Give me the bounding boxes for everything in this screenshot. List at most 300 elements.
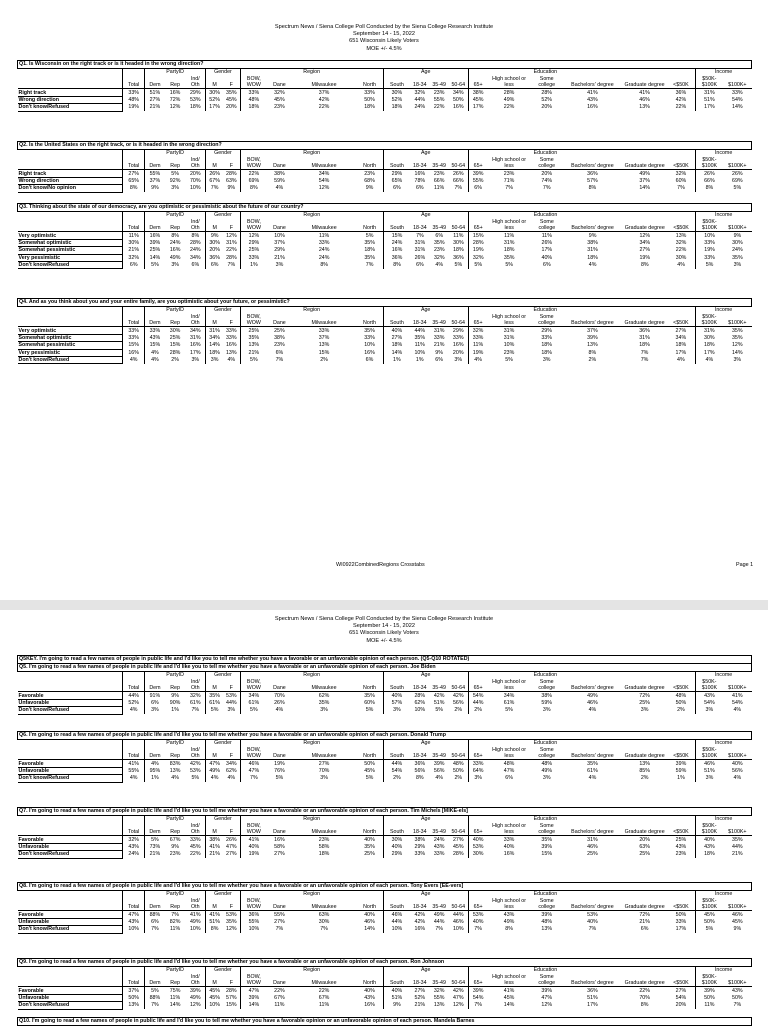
- blank-cell: [667, 307, 695, 315]
- cell-value: 28%: [468, 239, 487, 246]
- cell-value: 41%: [123, 760, 145, 767]
- cell-value: 17%: [675, 926, 687, 933]
- cell-value: 49%: [639, 170, 650, 177]
- question-title: Q5. I'm going to read a few names of people in public life and I'd like you to tell me whether you have a favorable or an unfavorable opinion of each person. Joe Biden: [18, 664, 752, 672]
- col-header: 18-34: [410, 76, 429, 89]
- cell-value: 4%: [733, 775, 742, 782]
- cell-value: 43%: [503, 911, 515, 918]
- cell-value: 19%: [274, 760, 285, 767]
- col-header: <$50K: [667, 823, 695, 836]
- cell-value: 3%: [542, 357, 551, 364]
- cell-value: 4%: [435, 262, 444, 269]
- cell-value: 36%: [383, 254, 410, 261]
- cell-value: 3%: [542, 707, 551, 714]
- cell-value: 31%: [206, 327, 223, 334]
- cell-value: 33%: [240, 89, 267, 96]
- row-label: Unfavorable: [18, 843, 123, 850]
- cell-value: 70%: [639, 994, 650, 1001]
- group-age: Age: [383, 672, 468, 680]
- cell-value: 34%: [639, 239, 651, 246]
- cell-value: 5%: [468, 261, 487, 268]
- col-header: Rep: [165, 823, 185, 836]
- cell-value: 44%: [468, 699, 487, 706]
- cell-value: 30%: [695, 334, 723, 341]
- cell-value: 34%: [318, 170, 330, 177]
- question-title: Q8. I'm going to read a few names of people in public life and I'd like you to tell me whether you have a favorable or an unfavorable opinion of each person. Tony Evers [EE-vers]: [18, 883, 752, 891]
- cell-value: 67%: [274, 994, 285, 1001]
- cell-value: 1%: [144, 775, 164, 782]
- blank-cell: [18, 219, 123, 232]
- question-row: [18, 142, 752, 150]
- group-header-row: [18, 212, 752, 220]
- cell-value: 3%: [275, 262, 284, 269]
- cell-value: 60%: [364, 699, 375, 706]
- cell-value: 40%: [503, 843, 515, 850]
- row-label: Right track: [18, 170, 123, 177]
- cell-value: 46%: [452, 918, 464, 925]
- group-income: Income: [695, 967, 751, 975]
- blank-cell: [18, 823, 123, 836]
- col-header: Ind/ Oth: [185, 219, 205, 232]
- cell-value: 42%: [452, 987, 464, 994]
- col-header: Total: [123, 747, 145, 760]
- cell-value: 36%: [240, 911, 267, 918]
- cell-value: 34%: [452, 89, 464, 96]
- col-header: Milwaukee: [292, 219, 357, 232]
- cell-value: 33%: [225, 334, 237, 341]
- cell-value: 49%: [169, 254, 181, 261]
- col-header: Some college: [531, 157, 563, 170]
- cell-value: 6%: [206, 261, 223, 268]
- cell-value: 50%: [675, 911, 687, 918]
- cell-value: 15%: [541, 851, 553, 858]
- col-header: 50-64: [449, 679, 468, 692]
- group-header-row: [18, 740, 752, 748]
- cell-value: 44%: [433, 918, 445, 925]
- cell-value: 3%: [454, 357, 463, 364]
- group-education: Education: [468, 816, 622, 824]
- cell-value: 21%: [123, 247, 145, 254]
- cell-value: 35%: [414, 334, 426, 341]
- col-header: Dane: [267, 76, 292, 89]
- cell-value: 5%: [144, 261, 164, 268]
- cell-value: 6%: [435, 232, 444, 239]
- col-header: Dane: [267, 219, 292, 232]
- col-header: North: [356, 219, 383, 232]
- group-education: Education: [468, 740, 622, 748]
- col-header: Some college: [531, 974, 563, 987]
- next-question-table: [17, 1017, 752, 1026]
- blank-cell: [18, 967, 123, 975]
- col-header: Total: [123, 219, 145, 232]
- cell-value: 7%: [677, 185, 685, 192]
- cell-value: 15%: [468, 232, 487, 239]
- cell-value: 95%: [144, 767, 164, 774]
- cell-value: 55%: [123, 767, 145, 774]
- cell-value: 33%: [468, 334, 487, 341]
- cell-value: 30%: [318, 918, 330, 925]
- cell-value: 34%: [226, 760, 237, 767]
- cell-value: 43%: [732, 987, 743, 994]
- cell-value: 48%: [675, 692, 687, 699]
- col-header: Dem: [144, 898, 164, 911]
- cell-value: 78%: [414, 177, 426, 184]
- cell-value: 26%: [452, 170, 464, 177]
- col-header: 18-34: [410, 314, 429, 327]
- poll-title: Spectrum News / Siena College Poll Conducted by the Siena College Research Institute: [274, 24, 494, 30]
- cell-value: 7%: [144, 926, 164, 933]
- cell-value: 9%: [733, 232, 742, 239]
- cell-value: 38%: [587, 239, 598, 246]
- col-header: 65+: [468, 76, 487, 89]
- col-header: High school or less: [488, 157, 531, 170]
- cell-value: 13%: [587, 342, 598, 349]
- cell-value: 49%: [503, 96, 515, 103]
- cell-value: 3%: [320, 707, 328, 714]
- cell-value: 27%: [452, 836, 464, 843]
- cell-value: 85%: [639, 767, 650, 774]
- cell-value: 53%: [587, 911, 598, 918]
- cell-value: 29%: [240, 239, 267, 246]
- cell-value: 38%: [206, 836, 223, 843]
- cell-value: 3%: [383, 707, 410, 714]
- poll-sample: 651 Wisconsin Likely Voters: [349, 630, 419, 637]
- cell-value: 61%: [189, 699, 201, 706]
- cell-value: 9%: [227, 185, 236, 192]
- col-header: 35-49: [430, 219, 449, 232]
- cell-value: 11%: [504, 232, 515, 239]
- question-title: Q1. Is Wisconsin on the right track or is it headed in the wrong direction?: [18, 61, 752, 69]
- cell-value: 7%: [733, 1002, 742, 1009]
- col-header: Bachelors' degree: [563, 747, 622, 760]
- cell-value: 3%: [733, 262, 742, 269]
- cell-value: 28%: [452, 851, 464, 858]
- cell-value: 22%: [433, 104, 445, 111]
- cell-value: 24%: [318, 254, 330, 261]
- cell-value: 29%: [414, 843, 426, 850]
- cell-value: 6%: [640, 926, 649, 933]
- col-header: High school or less: [488, 314, 531, 327]
- cell-value: 17%: [189, 349, 201, 356]
- cell-value: 33%: [225, 327, 237, 334]
- col-header: Rep: [165, 974, 185, 987]
- cell-value: 31%: [695, 327, 723, 334]
- cell-value: 27%: [274, 851, 285, 858]
- row-label: Wrong direction: [18, 177, 123, 184]
- group-education: Education: [468, 672, 622, 680]
- cell-value: 62%: [318, 692, 330, 699]
- cell-value: 22%: [639, 987, 650, 994]
- col-header: Some college: [531, 219, 563, 232]
- poll-sample: 651 Wisconsin Likely Voters: [349, 38, 419, 45]
- cell-value: 11%: [170, 994, 181, 1001]
- cell-value: 47%: [123, 911, 145, 918]
- cell-value: 4%: [144, 356, 164, 363]
- cell-value: 71%: [503, 177, 515, 184]
- group-region: Region: [240, 891, 383, 899]
- cell-value: 10%: [206, 1002, 223, 1009]
- col-header: BOW, WOW: [240, 974, 267, 987]
- group-gender: Gender: [206, 816, 240, 824]
- col-header: 50-64: [449, 219, 468, 232]
- cell-value: 70%: [189, 177, 201, 184]
- cell-value: 69%: [240, 177, 267, 184]
- table-row: [18, 775, 752, 782]
- cell-value: 4%: [588, 775, 597, 782]
- group-income: Income: [695, 891, 751, 899]
- cell-value: 16%: [169, 89, 181, 96]
- cell-value: 12%: [639, 232, 651, 239]
- cell-value: 45%: [732, 918, 743, 925]
- cell-value: 45%: [695, 911, 723, 918]
- cell-value: 39%: [433, 760, 445, 767]
- cell-value: 25%: [639, 851, 650, 858]
- cell-value: 26%: [541, 239, 553, 246]
- col-header: Rep: [165, 747, 185, 760]
- col-header: 18-34: [410, 974, 429, 987]
- cell-value: 8%: [640, 1002, 649, 1009]
- cell-value: 4%: [227, 775, 236, 782]
- cell-value: 37%: [274, 239, 285, 246]
- cell-value: 35%: [541, 836, 553, 843]
- cell-value: 34%: [240, 692, 267, 699]
- col-header: BOW, WOW: [240, 679, 267, 692]
- table-row: [18, 767, 752, 774]
- cell-value: 33%: [503, 836, 515, 843]
- cell-value: 83%: [169, 760, 181, 767]
- cell-value: 6%: [191, 262, 200, 269]
- cell-value: 16%: [144, 232, 164, 239]
- cell-value: 11%: [453, 232, 464, 239]
- group-age: Age: [383, 967, 468, 975]
- col-header: South: [383, 747, 410, 760]
- cell-value: 39%: [541, 843, 553, 850]
- cell-value: 23%: [318, 836, 330, 843]
- cell-value: 35%: [732, 254, 743, 261]
- cell-value: 16%: [503, 851, 515, 858]
- cell-value: 46%: [639, 96, 650, 103]
- poll-dates: September 14 - 15, 2022: [353, 31, 415, 38]
- group-header-row: [18, 69, 752, 77]
- col-header: High school or less: [488, 823, 531, 836]
- col-header: 65+: [468, 157, 487, 170]
- col-header: Milwaukee: [292, 823, 357, 836]
- col-header: Rep: [165, 898, 185, 911]
- cell-value: 13%: [433, 1002, 445, 1009]
- cell-value: 46%: [364, 918, 375, 925]
- group-party: PartyID: [144, 740, 205, 748]
- col-header: High school or less: [488, 76, 531, 89]
- cell-value: 18%: [206, 349, 223, 356]
- cell-value: 7%: [468, 926, 487, 933]
- col-header: Graduate degree: [622, 898, 667, 911]
- cell-value: 20%: [452, 349, 464, 356]
- blank-cell: [18, 891, 123, 899]
- cell-value: 49%: [433, 911, 445, 918]
- cell-value: 1%: [383, 356, 410, 363]
- cell-value: 17%: [587, 1002, 598, 1009]
- cell-value: 15%: [144, 342, 164, 349]
- col-header: Bachelors' degree: [563, 974, 622, 987]
- cell-value: 17%: [468, 104, 487, 111]
- cell-value: 8%: [123, 185, 145, 192]
- cell-value: 2%: [320, 357, 328, 364]
- row-label: Favorable: [18, 987, 123, 994]
- cell-value: 20%: [226, 104, 237, 111]
- col-header: 50-64: [449, 898, 468, 911]
- cell-value: 14%: [364, 926, 375, 933]
- subheader-row: [18, 679, 752, 692]
- cell-value: 33%: [452, 334, 464, 341]
- cell-value: 21%: [206, 851, 223, 858]
- cell-value: 2%: [454, 707, 463, 714]
- cell-value: 22%: [318, 987, 330, 994]
- cell-value: 27%: [318, 760, 330, 767]
- table-row: [18, 327, 752, 334]
- crosstab-3: [17, 807, 752, 859]
- question-title: Q7. I'm going to read a few names of people in public life and I'd like you to tell me whether you have a favorable or an unfavorable opinion of each person. Tim Michels [MIKE-els]: [18, 808, 752, 816]
- cell-value: 38%: [414, 836, 426, 843]
- col-header: F: [223, 314, 240, 327]
- blank-cell: [123, 150, 145, 158]
- cell-value: 40%: [364, 911, 375, 918]
- cell-value: 12%: [226, 232, 237, 239]
- cell-value: 47%: [541, 994, 553, 1001]
- cell-value: 16%: [452, 342, 464, 349]
- cell-value: 25%: [675, 836, 687, 843]
- cell-value: 24%: [433, 836, 445, 843]
- cell-value: 26%: [206, 170, 223, 177]
- blank-cell: [667, 212, 695, 220]
- col-header: High school or less: [488, 898, 531, 911]
- cell-value: 16%: [364, 349, 375, 356]
- col-header: Rep: [165, 76, 185, 89]
- col-header: South: [383, 823, 410, 836]
- cell-value: 10%: [452, 926, 464, 933]
- col-header: F: [223, 898, 240, 911]
- cell-value: 47%: [226, 843, 237, 850]
- cell-value: 35%: [503, 254, 515, 261]
- cell-value: 53%: [189, 96, 201, 103]
- col-header: $100K+: [723, 679, 751, 692]
- cell-value: 30%: [123, 239, 145, 246]
- cell-value: 4%: [123, 775, 145, 782]
- cell-value: 26%: [226, 836, 237, 843]
- page-2: [0, 610, 768, 1024]
- col-header: M: [206, 823, 223, 836]
- col-header: High school or less: [488, 747, 531, 760]
- cell-value: 73%: [144, 843, 164, 850]
- group-gender: Gender: [206, 69, 240, 77]
- cell-value: 45%: [364, 767, 375, 774]
- crosstab-5: [17, 958, 752, 1010]
- cell-value: 54%: [732, 96, 743, 103]
- cell-value: 23%: [503, 170, 515, 177]
- cell-value: 54%: [675, 994, 687, 1001]
- cell-value: 33%: [695, 239, 723, 246]
- cell-value: 48%: [123, 96, 145, 103]
- cell-value: 5%: [144, 987, 164, 994]
- cell-value: 5%: [275, 775, 284, 782]
- group-education: Education: [468, 891, 622, 899]
- blank-cell: [18, 974, 123, 987]
- col-header: Graduate degree: [622, 76, 667, 89]
- cell-value: 18%: [189, 104, 201, 111]
- col-header: South: [383, 76, 410, 89]
- cell-value: 1%: [415, 357, 424, 364]
- cell-value: 28%: [414, 692, 426, 699]
- col-header: $100K+: [723, 974, 751, 987]
- col-header: $100K+: [723, 76, 751, 89]
- cell-value: 18%: [383, 104, 410, 111]
- col-header: M: [206, 679, 223, 692]
- cell-value: 6%: [365, 357, 374, 364]
- row-label: Don't know/Refused: [18, 356, 123, 363]
- cell-value: 31%: [503, 334, 515, 341]
- col-header: Some college: [531, 747, 563, 760]
- cell-value: 11%: [414, 342, 425, 349]
- col-header: Some college: [531, 823, 563, 836]
- cell-value: 12%: [731, 342, 743, 349]
- col-header: Bachelors' degree: [563, 314, 622, 327]
- col-header: Bachelors' degree: [563, 679, 622, 692]
- cell-value: 23%: [503, 349, 515, 356]
- crosstab-1: [17, 60, 752, 112]
- col-header: Total: [123, 679, 145, 692]
- col-header: M: [206, 314, 223, 327]
- cell-value: 72%: [639, 911, 650, 918]
- cell-value: 21%: [732, 851, 743, 858]
- cell-value: 49%: [541, 767, 553, 774]
- cell-value: 16%: [189, 342, 201, 349]
- cell-value: 3%: [640, 707, 649, 714]
- blank-cell: [123, 307, 145, 315]
- group-income: Income: [695, 69, 751, 77]
- cell-value: 33%: [732, 89, 743, 96]
- cell-value: 3%: [191, 357, 200, 364]
- cell-value: 25%: [240, 327, 267, 334]
- group-header-row: [18, 891, 752, 899]
- blank-cell: [667, 816, 695, 824]
- cell-value: 50%: [675, 699, 687, 706]
- col-header: 65+: [468, 314, 487, 327]
- col-header: F: [223, 747, 240, 760]
- cell-value: 20%: [541, 104, 553, 111]
- cell-value: 57%: [226, 994, 237, 1001]
- cell-value: 35%: [226, 89, 237, 96]
- cell-value: 43%: [144, 334, 164, 341]
- group-region: Region: [240, 740, 383, 748]
- cell-value: 10%: [414, 707, 426, 714]
- col-header: South: [383, 898, 410, 911]
- col-header: Dem: [144, 219, 164, 232]
- cell-value: 56%: [414, 767, 426, 774]
- col-header: Dem: [144, 679, 164, 692]
- cell-value: 30%: [732, 239, 743, 246]
- cell-value: 21%: [639, 918, 650, 925]
- blank-cell: [667, 740, 695, 748]
- cell-value: 7%: [191, 707, 200, 714]
- col-header: <$50K: [667, 747, 695, 760]
- cell-value: 41%: [639, 89, 650, 96]
- cell-value: 29%: [383, 170, 410, 177]
- cell-value: 17%: [675, 349, 687, 356]
- group-age: Age: [383, 740, 468, 748]
- cell-value: 27%: [383, 334, 410, 341]
- col-header: M: [206, 747, 223, 760]
- cell-value: 29%: [452, 327, 464, 334]
- col-header: 65+: [468, 823, 487, 836]
